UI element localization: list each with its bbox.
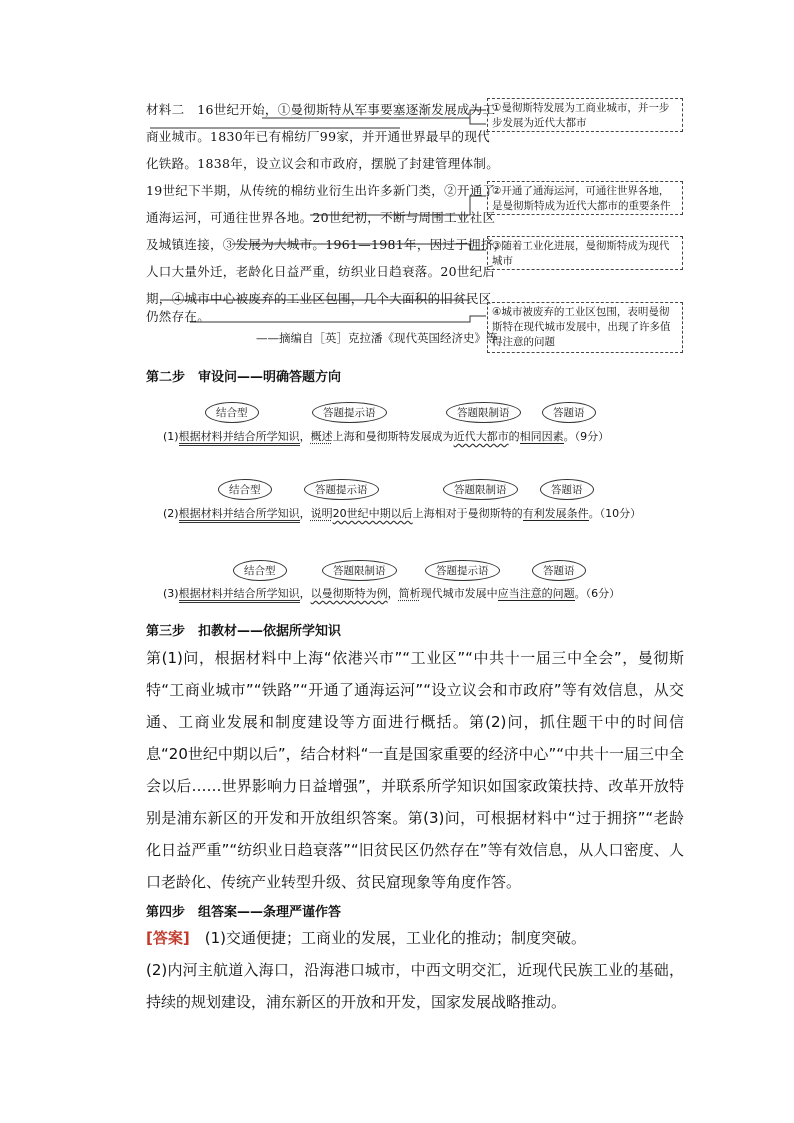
label-bubble: 结合型 (233, 560, 287, 581)
label-bubble: 答题语 (542, 402, 596, 423)
label-bubble: 答题限制语 (446, 402, 521, 423)
step3-heading: 第三步 扣教材——依据所学知识 (146, 624, 342, 639)
label-bubble: 答题提示语 (312, 402, 387, 423)
label-bubble: 结合型 (218, 479, 272, 500)
material-line: 化铁路。1838年，设立议会和市政府，摆脱了封建管理体制。 (146, 156, 500, 171)
material-source: ——摘编自［英］克拉潘《现代英国经济史》等 (256, 331, 498, 345)
analysis-text: 第(1)问，根据材料中上海“依港兴市”“工业区”“中共十一届三中全会”，曼彻斯特“工商业城市”“铁路”“开通了通海运河”“设立议会和市政府”等有效信息，从交通、工商业发展和制度建设等方面进行概括。第(2)问，抓住题干中的时间信息“20世纪中期以后”，结合材料“一直是国家重要的经济中心”“中共十一届三中全会以后……世界影响力日益增强”，并联系所学知识如国家政策扶持、改革开放特别是浦东新区的开发和开放组织答案。第(3)问，可根据材料中“过于拥挤”“老龄化日益严重”“纺织业日趋衰落”“旧贫民区仍然存在”等有效信息，从人口密度、人口老龄化、传统产业转型升级、贫民窟现象等角度作答。 (146, 649, 684, 891)
material-line: 期，④城市中心被废弃的工业区包围，几个大面积的旧贫民区 (146, 291, 492, 306)
step4-heading: 第四步 组答案——条理严谨作答 (146, 905, 342, 920)
material-line: 19世纪下半期，从传统的棉纺业衍生出许多新门类，②开通了 (146, 183, 496, 198)
material-line: 仍然存在。 (146, 309, 211, 324)
material-line: 材料二 16世纪开始，①曼彻斯特从军事要塞逐渐发展成为工 (146, 102, 496, 117)
question-2: (2)根据材料并结合所学知识，说明20世纪中期以后上海相对于曼彻斯特的有利发展条件。（10分） (163, 505, 641, 521)
step2-heading: 第二步 审设问——明确答题方向 (146, 370, 342, 385)
label-bubble: 答题提示语 (425, 560, 500, 581)
label-bubble: 答题语 (540, 479, 594, 500)
material-line: 通海运河，可通往世界各地。20世纪初，不断与周围工业社区 (146, 210, 496, 225)
question-1: (1)根据材料并结合所学知识，概述上海和曼彻斯特发展成为近代大都市的相同因素。（9分） (163, 428, 609, 444)
analysis-paragraph (146, 642, 684, 898)
label-bubble: 答题限制语 (322, 560, 397, 581)
material-line: 人口大量外迁，老龄化日益严重，纺织业日趋衰落。20世纪后 (146, 264, 496, 279)
annotation-box: ②开通了通海运河，可通往世界各地，是曼彻斯特成为近代大都市的重要条件 (487, 181, 683, 215)
annotation-box: ④城市被废弃的工业区包围，表明曼彻斯特在现代城市发展中，出现了许多值得注意的问题 (487, 302, 683, 353)
answer-block (146, 922, 684, 1018)
annotation-box: ①曼彻斯特发展为工商业城市，并一步步发展为近代大都市 (487, 98, 683, 132)
material-line: 及城镇连接，③发展为大城市。1961—1981年，因过于拥挤， (146, 237, 507, 252)
question-3: (3)根据材料并结合所学知识，以曼彻斯特为例，简析现代城市发展中应当注意的问题。（6分） (163, 585, 620, 601)
label-bubble: 答题提示语 (304, 479, 379, 500)
answer-1: (1)交通便捷；工商业的发展，工业化的推动；制度突破。 (204, 929, 586, 947)
label-bubble: 结合型 (205, 402, 259, 423)
answer-label: [答案] (146, 929, 190, 947)
answer-2: (2)内河主航道入海口，沿海港口城市，中西文明交汇，近现代民族工业的基础，持续的规划建设，浦东新区的开放和开发，国家发展战略推动。 (146, 961, 684, 1011)
annotation-box: ③随着工业化进展，曼彻斯特成为现代城市 (487, 236, 683, 270)
label-bubble: 答题限制语 (443, 479, 518, 500)
material-line: 商业城市。1830年已有棉纺厂99家，并开通世界最早的现代 (146, 129, 490, 144)
label-bubble: 答题语 (532, 560, 586, 581)
